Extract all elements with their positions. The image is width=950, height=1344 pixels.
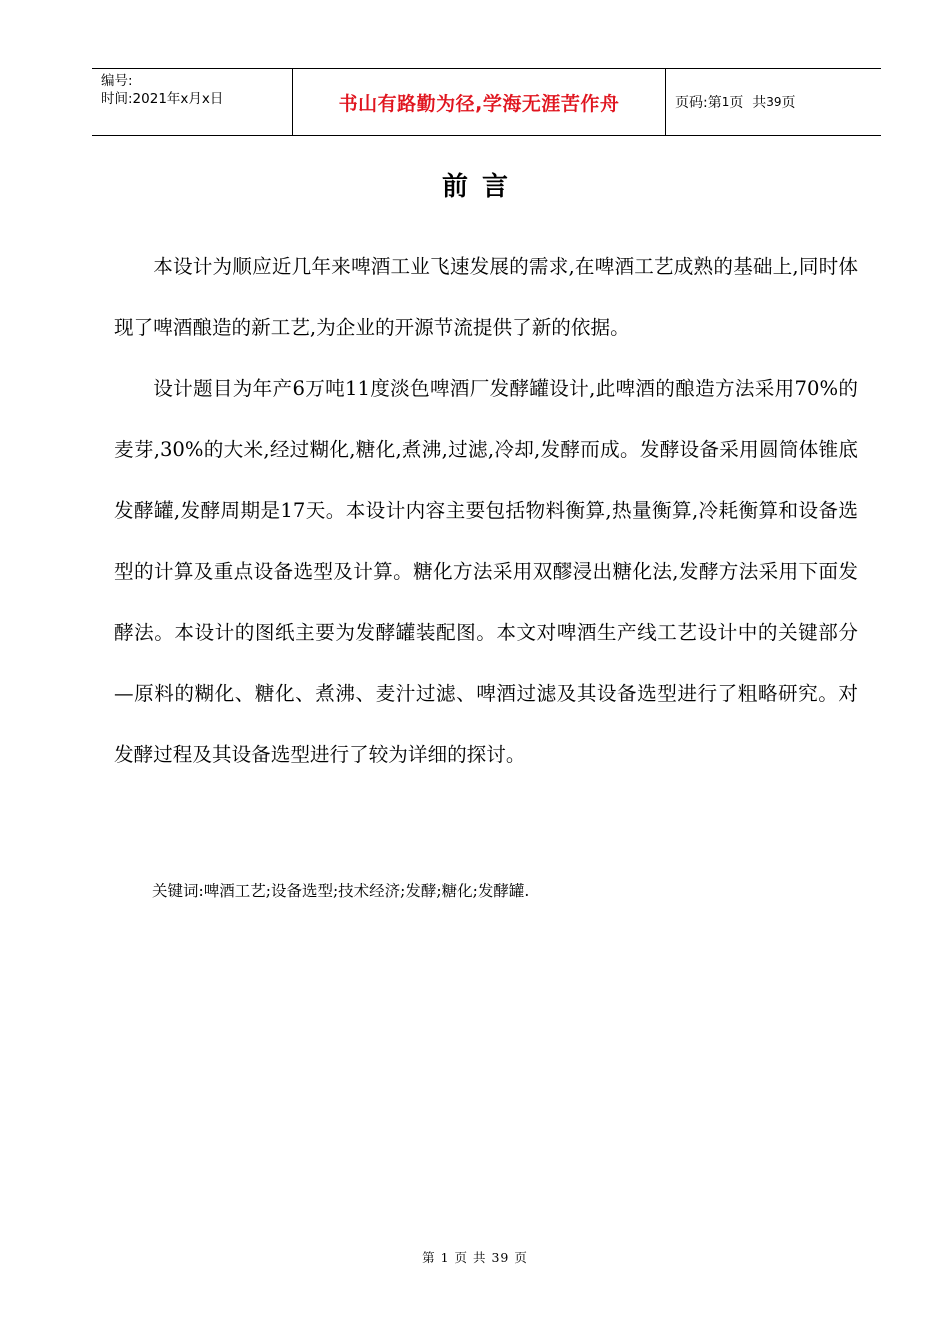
doc-number-label: 编号: [101, 73, 133, 89]
keywords-line: 关键词:啤酒工艺;设备选型;技术经济;发酵;糖化;发酵罐. [152, 882, 530, 900]
header-page-cell [666, 69, 881, 135]
motto-text: 书山有路勤为径,学海无涯苦作舟 [338, 92, 620, 115]
page-footer: 第 1 页 共 39 页 [422, 1250, 528, 1265]
page-total: 39 [766, 95, 782, 109]
paragraph-block-1 [114, 236, 858, 358]
date-line: 时间:2021年x月x日 [101, 91, 224, 107]
header-table [92, 68, 881, 136]
page-prefix: 页码:第 [675, 95, 722, 111]
page-mid: 页 共 [729, 95, 767, 111]
paragraph: 设计题目为年产6万吨11度淡色啤酒厂发酵罐设计,此啤酒的酿造方法采用70%的麦芽,30%的大米,经过糊化,糖化,煮沸,过滤,冷却,发酵而成。发酵设备采用圆筒体锥底发酵罐,发酵周期是17天。本设计内容主要包括物料衡算,热量衡算,冷耗衡算和设备选型的计算及重点设备选型及计算。糖化方法采用双醪浸出糖化法,发酵方法采用下面发酵法。本设计的图纸主要为发酵罐装配图。本文对啤酒生产线工艺设计中的关键部分—原料的糊化、糖化、煮沸、麦汁过滤、啤酒过滤及其设备选型进行了粗略研究。对发酵过程及其设备选型进行了较为详细的探讨。 [114, 377, 858, 766]
page-current: 1 [721, 95, 730, 109]
paragraph-block-2 [114, 358, 858, 785]
header-motto-cell [293, 69, 666, 135]
header-info-cell [92, 69, 293, 135]
paragraph: 本设计为顺应近几年来啤酒工业飞速发展的需求,在啤酒工艺成熟的基础上,同时体现了啤酒酿造的新工艺,为企业的开源节流提供了新的依据。 [114, 255, 858, 339]
page-suffix: 页 [781, 95, 796, 111]
page-title: 前言 [441, 172, 522, 202]
